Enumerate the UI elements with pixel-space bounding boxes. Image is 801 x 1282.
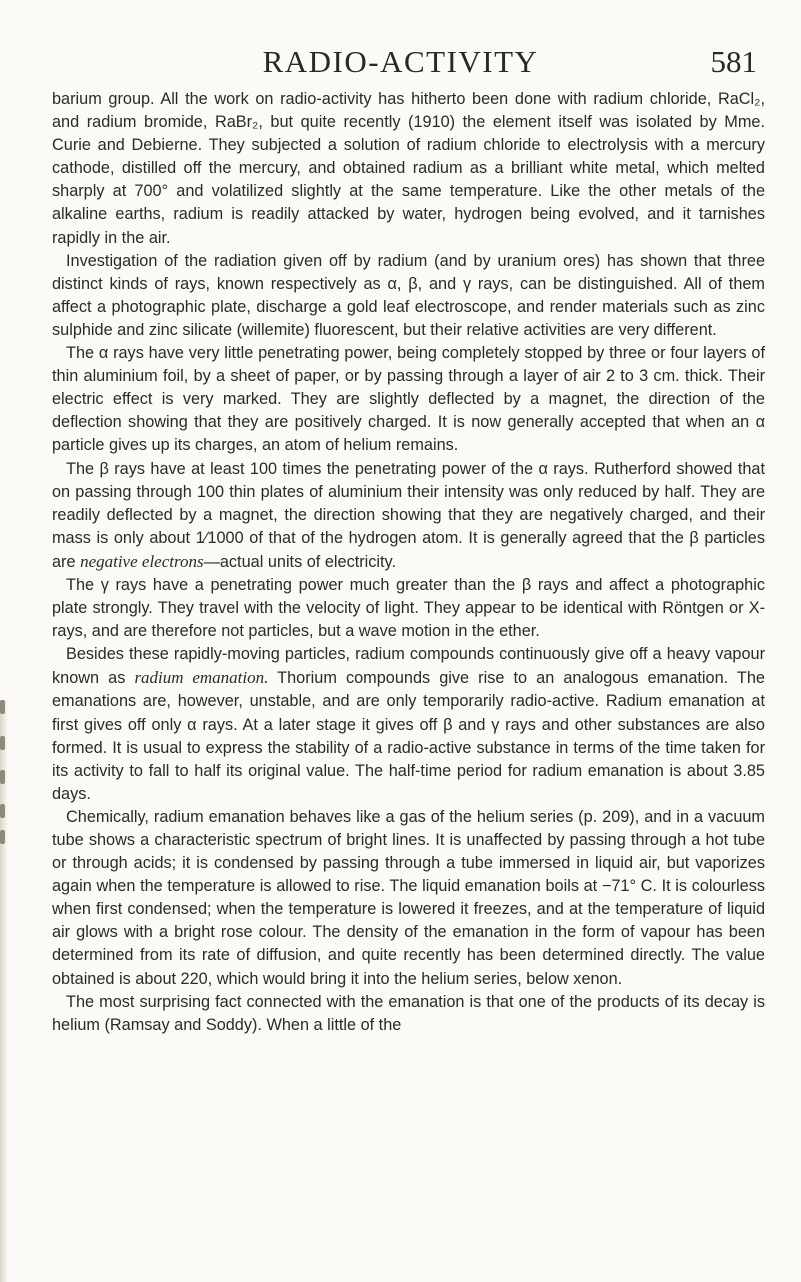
beta-text-1: The β rays have at least 100 times the penetrating power of the α rays. Rutherford showed that on passing through 100 thin plates of aluminium their intensity was only reduced by half. They are readily deflected by a magnet, the direction showing that they are negatively charged, and their mass is only about xyxy=(52,459,765,547)
running-title: RADIO-ACTIVITY xyxy=(262,44,539,79)
binding-gutter xyxy=(0,700,8,1282)
page-header xyxy=(0,44,801,84)
beta-text-3: —actual units of electricity. xyxy=(203,552,397,571)
paragraph-emanation-chemistry: Chemically, radium emanation behaves like a gas of the helium series (p. 209), and in a vacuum tube shows a characteristic spectrum of bright lines. It is unaffected by passing through a hot tube or through acids; it is condensed by passing through a tube immersed in liquid air, but vaporizes again when the temperature is allowed to rise. The liquid emanation boils at −71° C. It is colourless when first condensed; when the temperature is lowered it freezes, and at the temperature of liquid air glows with a bright rose colour. The density of the emanation in the form of vapour has been determined from its rate of diffusion, and quite recently has been determined directly. The value obtained is about 220, which would bring it into the helium series, below xenon. xyxy=(52,807,765,988)
paragraph-emanation xyxy=(52,643,765,806)
paragraph-beta-rays xyxy=(52,458,765,574)
emanation-text-2: Thorium compounds give rise to an analogous emanation. The emanations are, however, unstable, and are only temporarily radio-active. Radium emanation at first gives off only α rays. At a later stage it gives off β and γ rays and other substances are also formed. It is usual to express the stability of a radio-active substance in terms of the time taken for its activity to fall to half its original value. The half-time period for radium emanation is about 3.85 days. xyxy=(52,669,765,803)
emanation-text-1: Besides these rapidly-moving particles, radium compounds continuously give off a heavy vapour known as xyxy=(52,645,765,688)
mass-fraction: 1⁄1000 xyxy=(195,528,244,547)
paragraph-radiation-kinds: Investigation of the radiation given off by radium (and by uranium ores) has shown that three distinct kinds of rays, known respectively as α, β, and γ rays, can be distinguished. All of them affect a photographic plate, discharge a gold leaf electroscope, and render materials such as zinc sulphide and zinc silicate (willemite) fluorescent, but their relative activities are very different. xyxy=(52,251,765,339)
page-number: 581 xyxy=(710,44,757,79)
paragraph-radium-metal: barium group. All the work on radio-activity has hitherto been done with radium chloride, RaCl₂, and radium bromide, RaBr₂, but quite recently (1910) the element itself was isolated by Mme. Curie and Debierne. They subjected a solution of radium chloride to electrolysis with a mercury cathode, distilled off the mercury, and obtained radium as a brilliant white metal, which melted sharply at 700° and volatilized slightly at the same temperature. Like the other metals of the alkaline earths, radium is readily attacked by water, hydrogen being evolved, and it tarnishes rapidly in the air. xyxy=(52,90,765,247)
paragraph-helium-product: The most surprising fact connected with the emanation is that one of the products of its decay is helium (Ramsay and Soddy). When a little of the xyxy=(52,992,765,1034)
gutter-mark xyxy=(0,770,5,784)
negative-electrons-term: negative electrons xyxy=(80,551,204,571)
gutter-mark xyxy=(0,700,5,714)
gutter-mark xyxy=(0,804,5,818)
paragraph-alpha-rays: The α rays have very little penetrating power, being completely stopped by three or four layers of thin aluminium foil, by a sheet of paper, or by passing through a layer of air 2 to 3 cm. thick. Their electric effect is very marked. They are slightly deflected by a magnet, the direction of the deflection showing that they are positively charged. It is now generally accepted that when an α particle gives up its charges, an atom of helium remains. xyxy=(52,344,765,455)
gutter-mark xyxy=(0,830,5,844)
radium-emanation-term: radium emanation. xyxy=(134,668,269,688)
paragraph-gamma-rays: The γ rays have a penetrating power much greater than the β rays and affect a photographic plate strongly. They travel with the velocity of light. They appear to be identical with Röntgen or X-rays, and are therefore not particles, but a wave motion in the ether. xyxy=(52,575,765,641)
gutter-mark xyxy=(0,736,5,750)
body-text xyxy=(52,88,765,1037)
beta-text-2: of that of the hydrogen atom. It is generally agreed that the β particles are xyxy=(52,528,765,571)
